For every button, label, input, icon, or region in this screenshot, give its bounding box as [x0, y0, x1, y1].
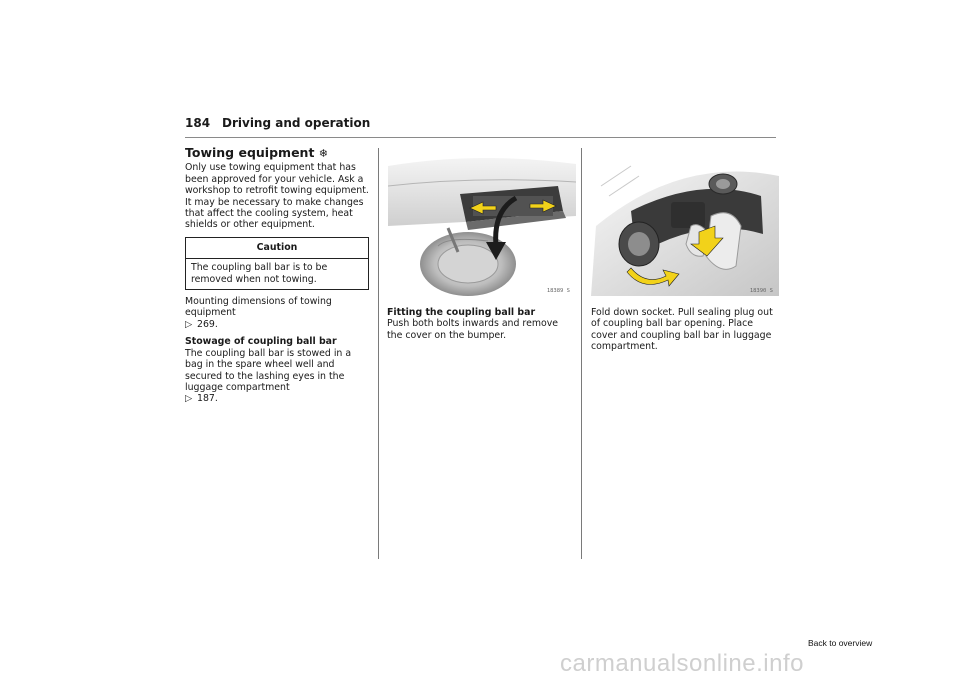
- stowage-paragraph: [185, 336, 369, 404]
- reference-arrow-icon: ▷: [185, 393, 193, 405]
- caution-box: [185, 237, 369, 290]
- caption-heading: Fitting the coupling ball bar: [387, 307, 536, 318]
- page-number: 184: [185, 116, 211, 130]
- mounting-paragraph: [185, 296, 369, 330]
- mounting-text: Mounting dimensions of towing equipment: [185, 296, 332, 319]
- intro-paragraph: Only use towing equipment that has been approved for your vehicle. Ask a workshop to retrofit towing equipment. It may be necessary to make changes that affect the cooling system, heat shields or other equipment.: [185, 162, 369, 231]
- column-3-caption: [591, 307, 777, 353]
- caution-heading: Caution: [186, 238, 368, 259]
- caption-text: Fold down socket. Pull sealing plug out of coupling ball bar opening. Place cover and coupling ball bar in luggage compartment.: [591, 307, 773, 353]
- section-title-text: Towing equipment: [185, 145, 315, 160]
- optional-equipment-icon: ❄: [318, 147, 328, 160]
- chapter-title: Driving and operation: [222, 116, 371, 130]
- figure-id: 18390 S: [749, 288, 773, 294]
- mounting-page-ref[interactable]: 269.: [196, 318, 218, 330]
- stowage-page-ref[interactable]: 187.: [196, 393, 218, 405]
- column-divider-1: [378, 148, 379, 559]
- caption-text: Push both bolts inwards and remove the cover on the bumper.: [387, 318, 559, 341]
- figure-id: 18389 S: [546, 288, 570, 294]
- reference-arrow-icon: ▷: [185, 318, 193, 330]
- header-divider: [185, 137, 776, 138]
- stowage-heading: Stowage of coupling ball bar: [185, 336, 337, 348]
- figure-fitting-coupling-ball-bar: [388, 156, 576, 296]
- page-header: [185, 116, 775, 136]
- watermark: carmanualsonline.info: [560, 650, 804, 677]
- bumper-illustration: [388, 156, 576, 296]
- column-1: [185, 147, 369, 411]
- figure-fold-down-socket: [591, 156, 779, 296]
- column-2-caption: [387, 307, 573, 341]
- back-to-overview-link[interactable]: Back to overview: [808, 638, 873, 648]
- stowage-text: The coupling ball bar is stowed in a bag in the spare wheel well and secured to the lashing eyes in the luggage compartment: [185, 347, 352, 393]
- column-divider-2: [581, 148, 582, 559]
- socket-illustration: [591, 156, 779, 296]
- section-title: [185, 147, 369, 159]
- caution-text: The coupling ball bar is to be removed when not towing.: [191, 262, 328, 285]
